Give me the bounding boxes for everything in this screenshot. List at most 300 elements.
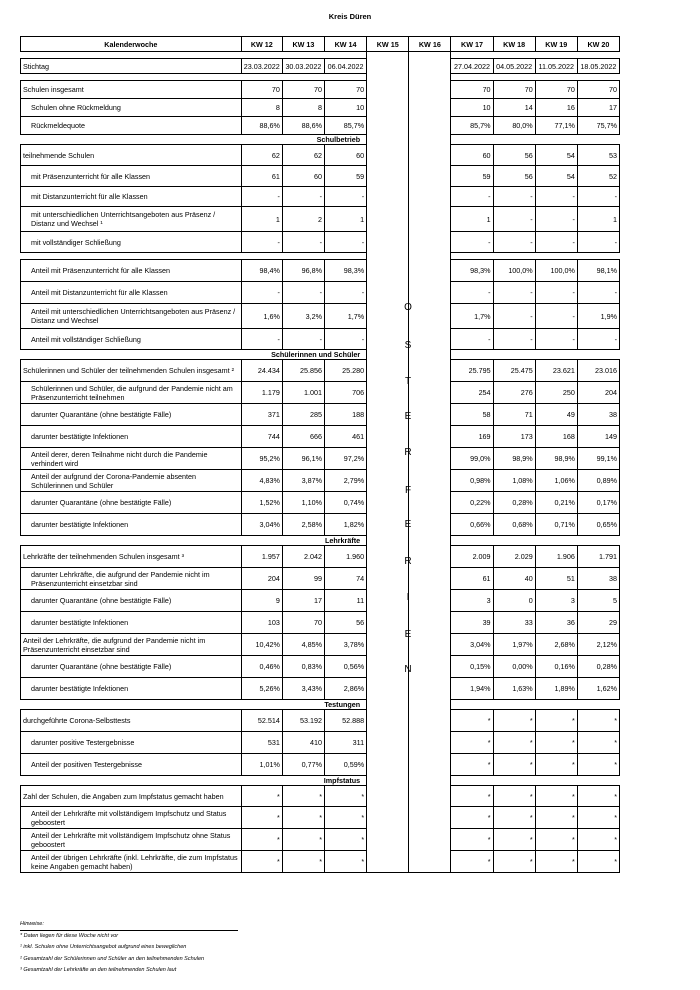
table-cell: * — [577, 732, 619, 754]
table-cell: * — [535, 786, 577, 807]
table-cell: 254 — [451, 382, 493, 404]
table-cell — [409, 232, 451, 253]
table-cell: 70 — [577, 81, 619, 99]
table-cell: - — [535, 187, 577, 207]
table-cell: 1.906 — [535, 546, 577, 568]
table-cell: 99,0% — [451, 448, 493, 470]
section-title: Lehrkräfte — [324, 536, 361, 545]
table-cell: - — [241, 187, 282, 207]
row-label: Lehrkräfte der teilnehmenden Schulen insgesamt ³ — [21, 546, 242, 568]
table-cell — [367, 710, 409, 732]
table-cell: * — [577, 710, 619, 732]
table-cell: - — [282, 329, 324, 350]
table-cell: - — [577, 187, 619, 207]
table-cell: 1,89% — [535, 678, 577, 700]
table-cell: 54 — [535, 166, 577, 187]
table-cell: * — [577, 829, 619, 851]
table-body — [21, 74, 620, 873]
table-cell: * — [325, 851, 367, 873]
table-cell: 3,78% — [325, 634, 367, 656]
table-cell: 1,82% — [325, 514, 367, 536]
table-cell: * — [577, 807, 619, 829]
section-title: Impfstatus — [323, 776, 361, 785]
table-cell: 2 — [282, 207, 324, 232]
table-cell: 0,22% — [451, 492, 493, 514]
table-cell: 51 — [535, 568, 577, 590]
table-cell: 56 — [493, 145, 535, 166]
table-cell: * — [282, 829, 324, 851]
data-table — [20, 36, 620, 873]
table-cell: 0,89% — [577, 470, 619, 492]
table-cell: 56 — [493, 166, 535, 187]
table-cell: - — [493, 207, 535, 232]
table-cell: 1,9% — [577, 304, 619, 329]
table-cell: 60 — [451, 145, 493, 166]
table-cell — [367, 732, 409, 754]
row-label: Anteil mit unterschiedlichen Unterrichtsangeboten aus Präsenz / Distanz und Wechsel — [21, 304, 242, 329]
table-cell: * — [241, 829, 282, 851]
table-cell: 188 — [325, 404, 367, 426]
table-row — [21, 304, 620, 329]
table-cell — [409, 568, 451, 590]
table-cell: 311 — [325, 732, 367, 754]
vertical-letter: S — [404, 340, 412, 351]
table-cell — [409, 829, 451, 851]
table-cell — [409, 732, 451, 754]
table-row — [21, 786, 620, 807]
table-cell: 38 — [577, 404, 619, 426]
table-row — [21, 81, 620, 99]
table-cell: 149 — [577, 426, 619, 448]
table-cell: 100,0% — [493, 260, 535, 282]
table-cell: 11 — [325, 590, 367, 612]
table-cell: - — [241, 282, 282, 304]
table-cell: 1 — [241, 207, 282, 232]
table-cell: * — [325, 786, 367, 807]
vertical-letter: O — [404, 302, 412, 313]
table-cell — [367, 260, 409, 282]
table-cell: 1,6% — [241, 304, 282, 329]
table-cell: 0,56% — [325, 656, 367, 678]
table-cell: - — [451, 282, 493, 304]
table-cell: * — [535, 829, 577, 851]
table-cell: 0,17% — [577, 492, 619, 514]
table-row — [21, 754, 620, 776]
row-label: durchgeführte Corona-Selbsttests — [21, 710, 242, 732]
footnote-line: * Daten liegen für diese Woche nicht vor — [20, 932, 119, 939]
table-cell: * — [451, 732, 493, 754]
table-cell: 70 — [325, 81, 367, 99]
table-cell: 2,12% — [577, 634, 619, 656]
table-cell: 98,4% — [241, 260, 282, 282]
table-cell: - — [282, 232, 324, 253]
table-row — [21, 117, 620, 135]
table-cell: 1.179 — [241, 382, 282, 404]
table-row — [21, 329, 620, 350]
table-cell: 3 — [535, 590, 577, 612]
table-cell: 36 — [535, 612, 577, 634]
table-row — [21, 568, 620, 590]
table-cell: 39 — [451, 612, 493, 634]
table-cell: 70 — [282, 81, 324, 99]
table-cell: - — [451, 187, 493, 207]
row-label: Anteil der aufgrund der Corona-Pandemie absenten Schülerinnen und Schüler — [21, 470, 242, 492]
table-cell: 1.791 — [577, 546, 619, 568]
table-cell: 61 — [241, 166, 282, 187]
table-cell — [409, 304, 451, 329]
table-cell — [367, 166, 409, 187]
table-row — [21, 99, 620, 117]
table-cell: * — [451, 786, 493, 807]
stichtag-date: 06.04.2022 — [325, 59, 367, 74]
table-cell: 25.475 — [493, 360, 535, 382]
table-cell: - — [577, 232, 619, 253]
table-cell: * — [535, 754, 577, 776]
table-cell: 706 — [325, 382, 367, 404]
header-row — [21, 37, 620, 52]
row-label: Anteil mit Distanzunterricht für alle Klassen — [21, 282, 242, 304]
table-cell: - — [282, 282, 324, 304]
table-cell: - — [493, 232, 535, 253]
table-cell: 97,2% — [325, 448, 367, 470]
stichtag-date: 27.04.2022 — [451, 59, 493, 74]
table-cell: 56 — [325, 612, 367, 634]
row-label: Anteil mit Präsenzunterricht für alle Klassen — [21, 260, 242, 282]
table-cell: 168 — [535, 426, 577, 448]
table-cell: - — [493, 282, 535, 304]
table-cell: 1,08% — [493, 470, 535, 492]
table-cell: 59 — [325, 166, 367, 187]
stichtag-date: 30.03.2022 — [282, 59, 324, 74]
table-cell: 98,3% — [325, 260, 367, 282]
vertical-letter: R — [404, 556, 412, 567]
table-cell: 9 — [241, 590, 282, 612]
table-cell — [409, 678, 451, 700]
table-cell — [409, 382, 451, 404]
spacer-row — [21, 74, 620, 81]
table-cell: 95,2% — [241, 448, 282, 470]
table-cell — [409, 656, 451, 678]
table-cell: - — [325, 187, 367, 207]
table-cell: * — [577, 754, 619, 776]
table-cell — [367, 807, 409, 829]
header-week: KW 17 — [451, 37, 493, 52]
table-cell: * — [577, 851, 619, 873]
table-cell: - — [241, 329, 282, 350]
table-cell: 58 — [451, 404, 493, 426]
table-cell: 3,04% — [451, 634, 493, 656]
table-cell — [409, 492, 451, 514]
table-cell — [367, 207, 409, 232]
table-row — [21, 448, 620, 470]
table-cell: 29 — [577, 612, 619, 634]
table-cell: 23.016 — [577, 360, 619, 382]
table-cell: 99,1% — [577, 448, 619, 470]
footnote-line: ² Gesamtzahl der Schülerinnen und Schüler an den teilnehmenden Schulen — [20, 955, 205, 962]
table-row — [21, 260, 620, 282]
footnote-line: ³ Gesamtzahl der Lehrkräfte an den teilnehmenden Schulen laut — [20, 967, 177, 973]
table-cell: 70 — [282, 612, 324, 634]
table-cell — [409, 590, 451, 612]
table-cell: 70 — [535, 81, 577, 99]
table-cell: - — [282, 187, 324, 207]
table-cell: 2,79% — [325, 470, 367, 492]
table-cell — [367, 786, 409, 807]
table-cell — [367, 282, 409, 304]
row-label: darunter Quarantäne (ohne bestätigte Fälle) — [21, 656, 242, 678]
table-cell: 10 — [451, 99, 493, 117]
row-label: darunter bestätigte Infektionen — [21, 612, 242, 634]
table-cell: 2.042 — [282, 546, 324, 568]
footnote-line: Hinweise: — [20, 921, 44, 927]
table-cell: 98,9% — [535, 448, 577, 470]
table-cell — [409, 117, 451, 135]
table-cell: - — [535, 232, 577, 253]
row-label: Schulen insgesamt — [21, 81, 242, 99]
table-cell: 204 — [577, 382, 619, 404]
table-cell: 666 — [282, 426, 324, 448]
table-cell: - — [535, 304, 577, 329]
table-cell: 53 — [577, 145, 619, 166]
row-label: Anteil der Lehrkräfte, die aufgrund der Pandemie nicht im Präsenzunterricht einsetzbar sind — [21, 634, 242, 656]
table-cell: 17 — [282, 590, 324, 612]
table-cell: * — [451, 807, 493, 829]
table-cell: * — [535, 732, 577, 754]
table-cell: 204 — [241, 568, 282, 590]
table-cell: * — [282, 807, 324, 829]
table-cell — [409, 426, 451, 448]
table-cell — [367, 829, 409, 851]
table-cell: 98,3% — [451, 260, 493, 282]
table-cell: 1,10% — [282, 492, 324, 514]
table-cell: * — [493, 829, 535, 851]
table-cell: * — [493, 807, 535, 829]
table-cell: 169 — [451, 426, 493, 448]
table-cell: 10 — [325, 99, 367, 117]
row-label: Zahl der Schulen, die Angaben zum Impfstatus gemacht haben — [21, 786, 242, 807]
table-cell: * — [282, 786, 324, 807]
section-header-row — [21, 350, 620, 360]
vertical-letter: R — [404, 447, 412, 458]
table-cell: 1,01% — [241, 754, 282, 776]
table-cell: 1 — [325, 207, 367, 232]
table-cell: 24.434 — [241, 360, 282, 382]
table-cell: - — [535, 282, 577, 304]
table-cell: * — [241, 786, 282, 807]
row-label: Schulen ohne Rückmeldung — [21, 99, 242, 117]
table-cell: 0,46% — [241, 656, 282, 678]
table-cell: 285 — [282, 404, 324, 426]
table-row — [21, 546, 620, 568]
table-cell: 1.957 — [241, 546, 282, 568]
row-label: Anteil derer, deren Teilnahme nicht durch die Pandemie verhindert wird — [21, 448, 242, 470]
table-cell — [409, 81, 451, 99]
table-row — [21, 678, 620, 700]
table-row — [21, 514, 620, 536]
table-cell: 3,04% — [241, 514, 282, 536]
header-week: KW 14 — [325, 37, 367, 52]
table-cell: * — [493, 851, 535, 873]
vertical-letter: F — [404, 485, 412, 496]
stichtag-date: 04.05.2022 — [493, 59, 535, 74]
section-header-row — [21, 536, 620, 546]
table-cell: * — [451, 710, 493, 732]
table-cell — [367, 187, 409, 207]
table-cell — [409, 710, 451, 732]
table-cell: 10,42% — [241, 634, 282, 656]
table-cell: 173 — [493, 426, 535, 448]
header-week: KW 16 — [409, 37, 451, 52]
table-cell: 8 — [282, 99, 324, 117]
table-cell: 25.280 — [325, 360, 367, 382]
table-row — [21, 145, 620, 166]
table-cell — [367, 99, 409, 117]
table-cell — [367, 426, 409, 448]
document-title: Kreis Düren — [328, 12, 372, 21]
table-cell — [409, 187, 451, 207]
table-cell: 531 — [241, 732, 282, 754]
table-cell: 103 — [241, 612, 282, 634]
header-week: KW 15 — [367, 37, 409, 52]
table-row — [21, 382, 620, 404]
table-cell: - — [535, 207, 577, 232]
table-cell — [409, 145, 451, 166]
table-row — [21, 207, 620, 232]
table-cell: 75,7% — [577, 117, 619, 135]
table-cell: 1,62% — [577, 678, 619, 700]
table-cell: 62 — [282, 145, 324, 166]
section-header-row — [21, 776, 620, 786]
table-cell: - — [577, 329, 619, 350]
header-week: KW 13 — [282, 37, 324, 52]
table-cell: 250 — [535, 382, 577, 404]
header-week: KW 12 — [241, 37, 282, 52]
table-cell: 70 — [451, 81, 493, 99]
row-label: darunter positive Testergebnisse — [21, 732, 242, 754]
row-label: Anteil mit vollständiger Schließung — [21, 329, 242, 350]
row-label: darunter bestätigte Infektionen — [21, 678, 242, 700]
table-cell: 23.621 — [535, 360, 577, 382]
table-cell: 0,16% — [535, 656, 577, 678]
table-cell: * — [493, 710, 535, 732]
table-row — [21, 232, 620, 253]
table-cell: * — [325, 829, 367, 851]
table-cell: 96,1% — [282, 448, 324, 470]
table-cell: 1.001 — [282, 382, 324, 404]
table-cell: * — [241, 807, 282, 829]
table-row — [21, 590, 620, 612]
table-row — [21, 634, 620, 656]
table-cell: * — [325, 807, 367, 829]
table-cell: 60 — [325, 145, 367, 166]
table-row — [21, 426, 620, 448]
table-cell: 2.029 — [493, 546, 535, 568]
table-cell: 2,86% — [325, 678, 367, 700]
table-cell: 1,06% — [535, 470, 577, 492]
table-cell: 85,7% — [451, 117, 493, 135]
table-cell: * — [451, 851, 493, 873]
table-row — [21, 187, 620, 207]
table-cell: 40 — [493, 568, 535, 590]
table-cell: - — [535, 329, 577, 350]
row-label: darunter Lehrkräfte, die aufgrund der Pandemie nicht im Präsenzunterricht einsetzbar sind — [21, 568, 242, 590]
table-cell: 80,0% — [493, 117, 535, 135]
table-cell: 744 — [241, 426, 282, 448]
footnote-line: ¹ inkl. Schulen ohne Unterrichtsangebot aufgrund eines beweglichen — [20, 944, 187, 950]
table-cell: * — [241, 851, 282, 873]
table-cell — [367, 851, 409, 873]
table-row — [21, 612, 620, 634]
table-cell: 62 — [241, 145, 282, 166]
table-cell: 88,6% — [282, 117, 324, 135]
table-cell: 38 — [577, 568, 619, 590]
table-cell: 98,1% — [577, 260, 619, 282]
table-cell: 33 — [493, 612, 535, 634]
row-label: Anteil der übrigen Lehrkräfte (inkl. Lehrkräfte, die zum Impfstatus keine Angaben gemacht haben) — [21, 851, 242, 873]
table-cell: 59 — [451, 166, 493, 187]
table-row — [21, 492, 620, 514]
table-cell: 25.795 — [451, 360, 493, 382]
table-cell: - — [493, 304, 535, 329]
table-cell: * — [535, 807, 577, 829]
table-cell — [409, 99, 451, 117]
table-cell: - — [493, 187, 535, 207]
table-cell: 53.192 — [282, 710, 324, 732]
table-cell: * — [451, 829, 493, 851]
table-cell: 3 — [451, 590, 493, 612]
table-cell: 3,43% — [282, 678, 324, 700]
table-cell: 1,94% — [451, 678, 493, 700]
table-cell: 85,7% — [325, 117, 367, 135]
table-cell: 100,0% — [535, 260, 577, 282]
table-cell: 1,97% — [493, 634, 535, 656]
vertical-letter: T — [404, 376, 412, 387]
table-row — [21, 282, 620, 304]
table-cell — [367, 678, 409, 700]
row-label: darunter Quarantäne (ohne bestätigte Fälle) — [21, 590, 242, 612]
table-row — [21, 732, 620, 754]
table-row — [21, 404, 620, 426]
table-cell: 70 — [493, 81, 535, 99]
row-label: Anteil der positiven Testergebnisse — [21, 754, 242, 776]
stichtag-date: 23.03.2022 — [241, 59, 282, 74]
table-cell: 5,26% — [241, 678, 282, 700]
table-cell: 70 — [241, 81, 282, 99]
table-cell: 1,7% — [451, 304, 493, 329]
table-cell — [409, 282, 451, 304]
table-cell: 410 — [282, 732, 324, 754]
section-header-row — [21, 700, 620, 710]
row-label: darunter bestätigte Infektionen — [21, 426, 242, 448]
vertical-letter: E — [404, 519, 412, 530]
table-cell: - — [325, 232, 367, 253]
row-label: darunter Quarantäne (ohne bestätigte Fälle) — [21, 492, 242, 514]
stichtag-date — [409, 59, 451, 74]
table-cell: - — [325, 329, 367, 350]
table-cell: 0,28% — [577, 656, 619, 678]
table-cell: 461 — [325, 426, 367, 448]
table-cell — [409, 166, 451, 187]
table-cell: 96,8% — [282, 260, 324, 282]
stichtag-date: 18.05.2022 — [577, 59, 619, 74]
table-row — [21, 360, 620, 382]
table-cell: 52 — [577, 166, 619, 187]
stichtag-date — [367, 59, 409, 74]
section-title: Schülerinnen und Schüler — [271, 350, 361, 359]
table-cell: 0,71% — [535, 514, 577, 536]
table-cell: 0,68% — [493, 514, 535, 536]
table-cell — [367, 754, 409, 776]
